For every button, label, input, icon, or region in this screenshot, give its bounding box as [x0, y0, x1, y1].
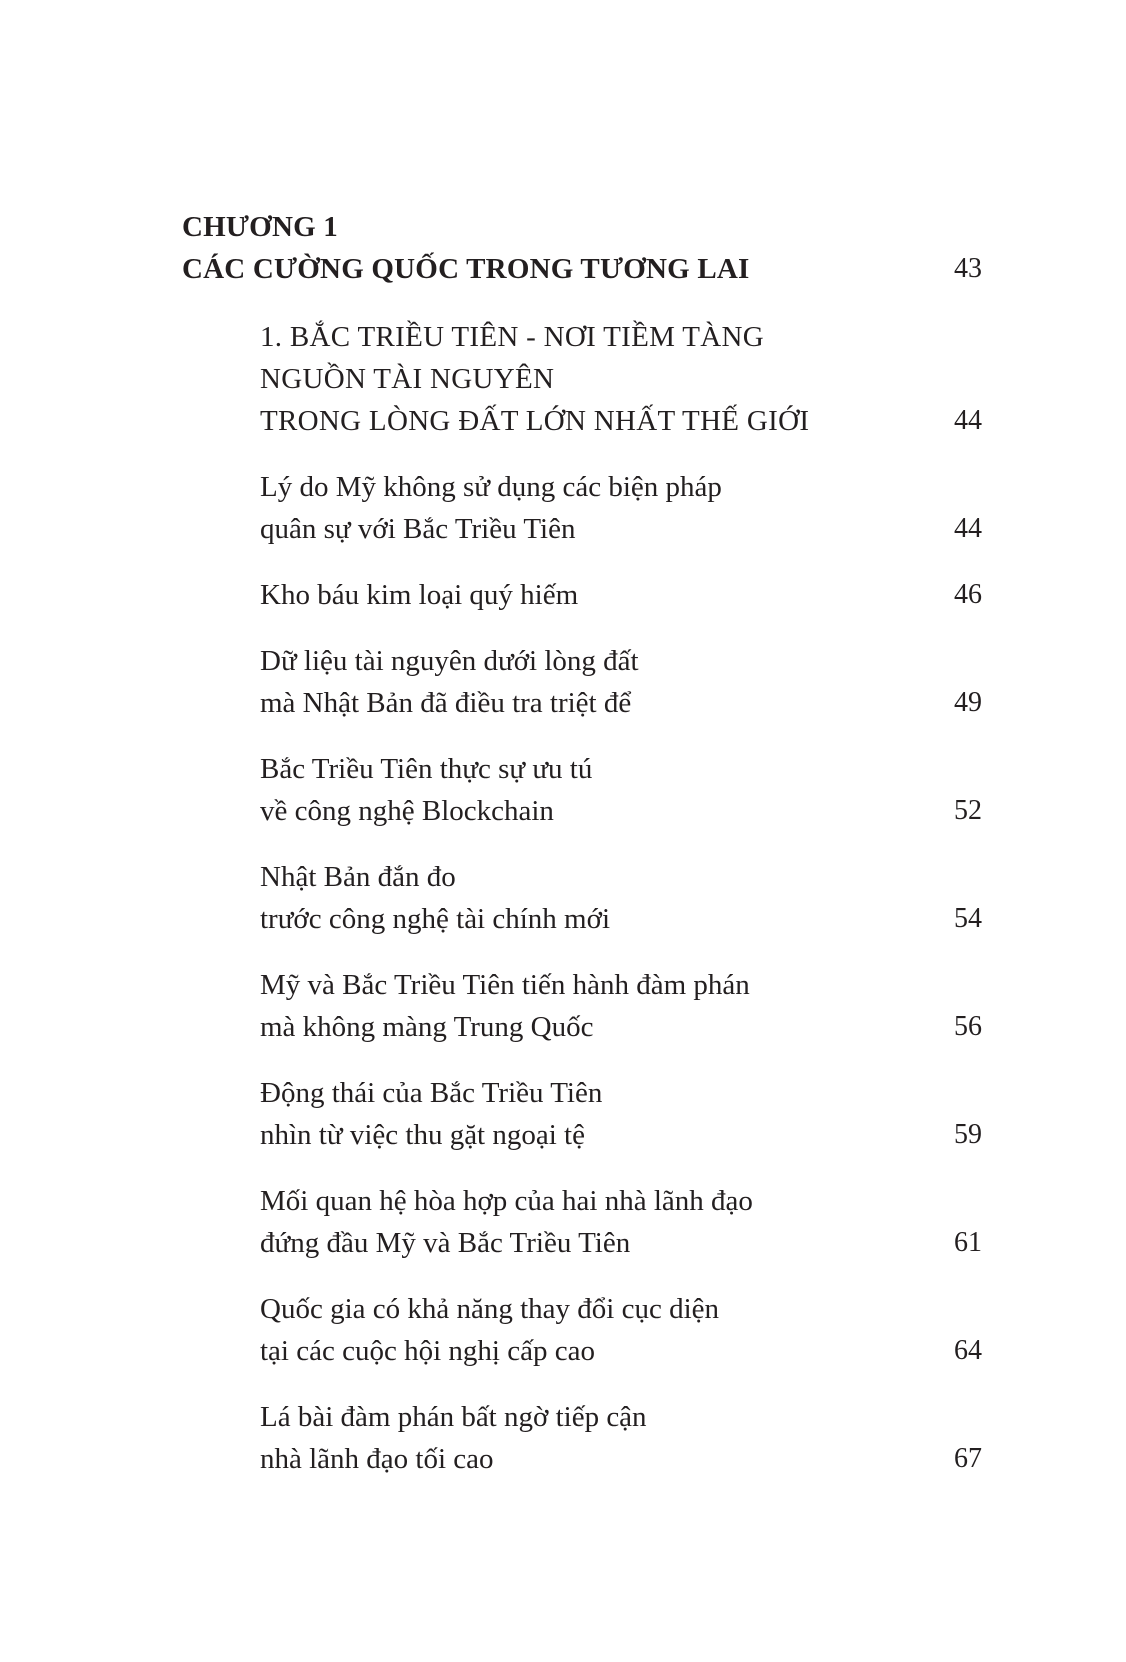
chapter-heading	[182, 206, 982, 290]
toc-entry-line: nhà lãnh đạo tối cao	[260, 1443, 494, 1475]
toc-entry	[260, 856, 982, 940]
toc-entry	[260, 1072, 982, 1156]
toc-entry-title	[260, 316, 900, 442]
toc-entry-page-number: 56	[954, 1011, 982, 1042]
toc-entry-line: NGUỒN TÀI NGUYÊN	[260, 363, 555, 395]
toc-entry-line: Bắc Triều Tiên thực sự ưu tú	[260, 753, 593, 785]
toc-entry	[260, 1288, 982, 1372]
toc-entry-page-number: 44	[954, 513, 982, 544]
toc-entry	[260, 1396, 982, 1480]
toc-entry-title	[260, 640, 900, 724]
toc-entry-title	[260, 574, 900, 616]
toc-entry	[260, 1180, 982, 1264]
toc-entry-line: Lý do Mỹ không sử dụng các biện pháp	[260, 471, 722, 503]
toc-entry-title	[260, 466, 900, 550]
toc-entry-line: Lá bài đàm phán bất ngờ tiếp cận	[260, 1401, 647, 1433]
toc-entry-line: 1. BẮC TRIỀU TIÊN - NƠI TIỀM TÀNG	[260, 321, 764, 353]
toc-entry-line: TRONG LÒNG ĐẤT LỚN NHẤT THẾ GIỚI	[260, 405, 810, 437]
toc-entry-page-number: 49	[954, 687, 982, 718]
toc-entry-page-number: 52	[954, 795, 982, 826]
toc-entry-line: quân sự với Bắc Triều Tiên	[260, 513, 576, 545]
toc-entry-page-number: 46	[954, 579, 982, 610]
toc-entry-page-number: 59	[954, 1119, 982, 1150]
toc-entry	[260, 748, 982, 832]
toc-entry-title	[260, 1396, 900, 1480]
toc-entry-line: trước công nghệ tài chính mới	[260, 903, 610, 935]
toc-entry-line: mà Nhật Bản đã điều tra triệt để	[260, 687, 632, 719]
toc-section-entry	[260, 316, 982, 442]
toc-entry-title	[260, 1180, 900, 1264]
toc-entry-title	[260, 1072, 900, 1156]
toc-entry-line: tại các cuộc hội nghị cấp cao	[260, 1335, 595, 1367]
chapter-label: CHƯƠNG 1	[182, 211, 338, 243]
toc-entry-line: đứng đầu Mỹ và Bắc Triều Tiên	[260, 1227, 631, 1259]
chapter-title: CÁC CƯỜNG QUỐC TRONG TƯƠNG LAI	[182, 253, 750, 285]
toc-entry-title	[260, 748, 900, 832]
toc-entry-line: nhìn từ việc thu gặt ngoại tệ	[260, 1119, 585, 1151]
toc-entry-title	[260, 964, 900, 1048]
toc-entry-line: Nhật Bản đắn đo	[260, 861, 456, 893]
toc-entry-page-number: 54	[954, 903, 982, 934]
toc-entry	[260, 466, 982, 550]
toc-entry-line: Quốc gia có khả năng thay đổi cục diện	[260, 1293, 720, 1325]
toc-list	[260, 316, 982, 1504]
toc-entry-line: về công nghệ Blockchain	[260, 795, 554, 827]
toc-entry-title	[260, 856, 900, 940]
toc-entry-line: Kho báu kim loại quý hiếm	[260, 579, 579, 611]
chapter-row	[182, 248, 982, 290]
toc-entry	[260, 574, 982, 616]
toc-entry-page-number: 67	[954, 1443, 982, 1474]
toc-entry-page-number: 44	[954, 405, 982, 436]
toc-entry-title	[260, 1288, 900, 1372]
toc-entry	[260, 640, 982, 724]
chapter-page-number: 43	[954, 253, 982, 284]
toc-entry-line: Mối quan hệ hòa hợp của hai nhà lãnh đạo	[260, 1185, 753, 1217]
toc-entry-line: Dữ liệu tài nguyên dưới lòng đất	[260, 645, 639, 677]
toc-entry-line: Động thái của Bắc Triều Tiên	[260, 1077, 603, 1109]
toc-entry-line: mà không màng Trung Quốc	[260, 1011, 594, 1043]
toc-entry-line: Mỹ và Bắc Triều Tiên tiến hành đàm phán	[260, 969, 750, 1001]
toc-entry-page-number: 61	[954, 1227, 982, 1258]
toc-entry	[260, 964, 982, 1048]
toc-entry-page-number: 64	[954, 1335, 982, 1366]
